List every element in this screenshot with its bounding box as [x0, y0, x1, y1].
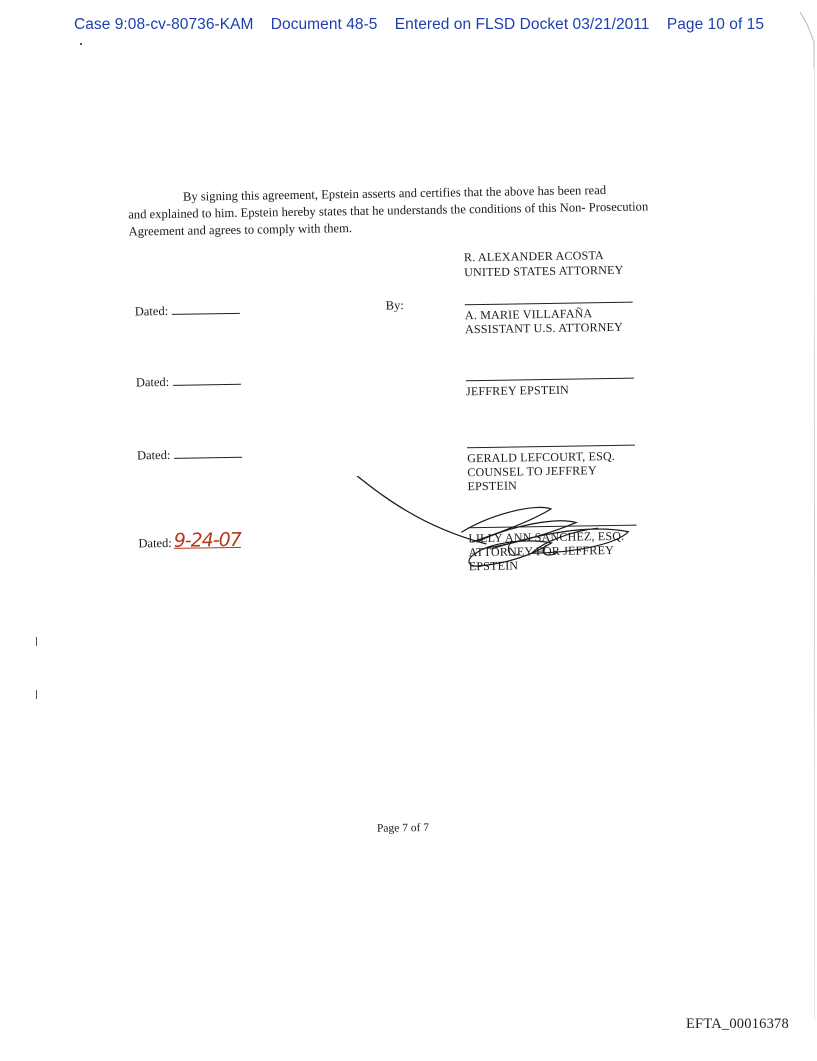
by-label: By: — [385, 298, 404, 313]
bates-number: EFTA_00016378 — [686, 1016, 789, 1032]
document-number: Document 48-5 — [270, 16, 378, 33]
us-attorney-title: UNITED STATES ATTORNEY — [464, 262, 624, 280]
signer-name: A. MARIE VILLAFAÑA — [464, 306, 593, 323]
handwritten-date: 9-24-07 — [173, 528, 242, 552]
certification-paragraph — [128, 181, 649, 240]
dated-field-4 — [138, 529, 241, 553]
dated-label: Dated: — [134, 303, 169, 319]
us-attorney-block — [464, 248, 624, 280]
dated-field-3 — [137, 447, 243, 464]
signer-title: ATTORNEY FOR JEFFREY EPSTEIN — [468, 542, 614, 574]
signature-line — [467, 445, 635, 449]
date-blank — [172, 312, 240, 315]
date-blank — [174, 456, 242, 459]
signer-title: ASSISTANT U.S. ATTORNEY — [464, 319, 624, 337]
date-blank — [173, 383, 241, 386]
signer-name: GERALD LEFCOURT, ESQ. — [467, 448, 616, 466]
signature-line — [465, 302, 633, 306]
signer-name: JEFFREY EPSTEIN — [465, 382, 570, 399]
signature-line — [466, 378, 634, 382]
dated-label: Dated: — [136, 447, 171, 463]
signer-title: COUNSEL TO JEFFREY EPSTEIN — [467, 463, 597, 494]
dated-label: Dated: — [135, 374, 170, 390]
signature-block-epstein — [466, 378, 636, 399]
dated-field-1 — [135, 303, 241, 320]
paragraph-line-1: By signing this agreement, Epstein asserts and certifies that the above has been read — [182, 183, 607, 204]
dated-field-2 — [136, 374, 242, 391]
docket-page: Page 10 of 15 — [666, 16, 765, 33]
paragraph-line-2: and explained to him. Epstein hereby states that he understands the conditions of this Non- — [128, 200, 586, 222]
handwritten-signature — [325, 471, 647, 636]
paragraph-line-3: Prosecution Agreement and agrees to comply with them. — [128, 199, 649, 239]
scan-artifact — [80, 43, 82, 45]
page-number: Page 7 of 7 — [376, 821, 430, 835]
signer-name: LILLY ANN SANCHEZ, ESQ. — [468, 528, 625, 546]
case-number: Case 9:08-cv-80736-KAM — [74, 16, 254, 33]
dated-label: Dated: — [138, 535, 172, 551]
docket-entry: Entered on FLSD Docket 03/21/2011 — [394, 16, 650, 33]
signature-block-villafana — [465, 302, 635, 337]
us-attorney-name: R. ALEXANDER ACOSTA — [463, 248, 604, 265]
scan-artifact — [36, 637, 37, 646]
scan-artifact — [36, 690, 37, 699]
